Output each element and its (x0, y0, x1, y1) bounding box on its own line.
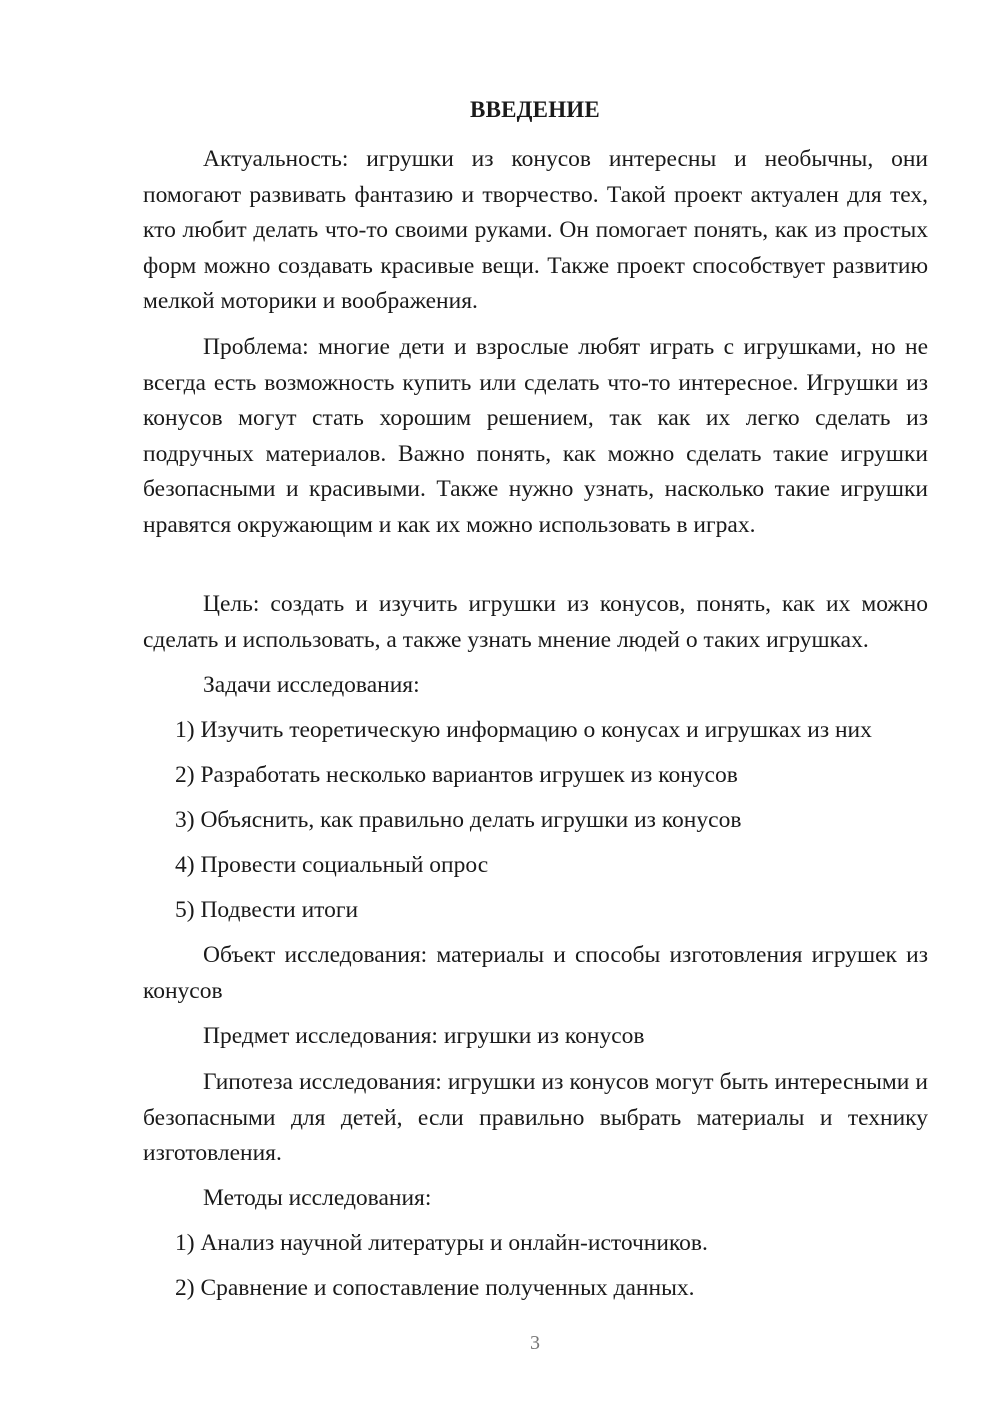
method-item-2: 2) Сравнение и сопоставление полученных данных. (175, 1275, 695, 1301)
paragraph-problem: Проблема: многие дети и взрослые любят играть с игрушками, но не всегда есть возможность купить или сделать что-то интересное. Игрушки из конусов могут стать хорошим решением, так как их легко сделать из подручных материалов. Важно понять, как можно сделать такие игрушки безопасными и красивыми. Также нужно узнать, насколько такие игрушки нравятся окружающим и как их можно использовать в играх. (143, 334, 928, 538)
paragraph-object: Объект исследования: материалы и способы изготовления игрушек из конусов (143, 942, 928, 1004)
task-item-4: 4) Провести социальный опрос (175, 852, 489, 878)
section-title: ВВЕДЕНИЕ (470, 97, 600, 122)
paragraph-relevance: Актуальность: игрушки из конусов интересны и необычны, они помогают развивать фантазию и творчество. Такой проект актуален для тех, кто любит делать что-то своими руками. Он помогает понять, как из простых форм можно создавать красивые вещи. Также проект способствует развитию мелкой моторики и воображения. (143, 146, 928, 314)
paragraph-subject: Предмет исследования: игрушки из конусов (203, 1023, 645, 1049)
tasks-heading: Задачи исследования: (203, 672, 420, 698)
method-item-1: 1) Анализ научной литературы и онлайн-источников. (175, 1230, 708, 1256)
task-item-5: 5) Подвести итоги (175, 897, 359, 923)
task-item-2: 2) Разработать несколько вариантов игрушек из конусов (175, 762, 738, 788)
paragraph-hypothesis: Гипотеза исследования: игрушки из конусов могут быть интересными и безопасными для детей, если правильно выбрать материалы и технику изготовления. (143, 1069, 928, 1166)
task-item-1: 1) Изучить теоретическую информацию о конусах и игрушках из них (175, 717, 872, 743)
task-item-3: 3) Объяснить, как правильно делать игрушки из конусов (175, 807, 742, 833)
paragraph-goal: Цель: создать и изучить игрушки из конусов, понять, как их можно сделать и использовать, а также узнать мнение людей о таких игрушках. (143, 591, 928, 653)
methods-heading: Методы исследования: (203, 1185, 432, 1211)
page-number: 3 (530, 1332, 540, 1354)
